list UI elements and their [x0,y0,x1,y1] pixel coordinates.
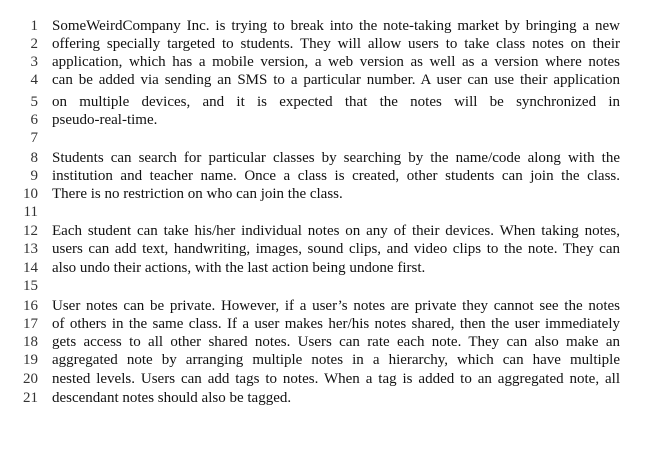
line-number: 16 [23,298,38,314]
line-text: There is no restriction on who can join the class. [52,186,343,202]
line-number: 20 [23,371,38,387]
line-text: can be added via sending an SMS to a particular number. A user can use their application [52,72,620,88]
line-text: User notes can be private. However, if a user’s notes are private they cannot see the notes [52,298,620,314]
line-number: 9 [30,168,38,184]
line-number: 13 [23,241,38,257]
line-text: pseudo-real-time. [52,112,158,128]
line-number: 19 [23,352,38,368]
line-text: of others in the same class. If a user makes her/his notes shared, then the user immediately [52,316,620,332]
line-text: nested levels. Users can add tags to notes. When a tag is added to an aggregated note, all [52,371,620,387]
line-text [52,277,620,295]
line-number: 12 [23,223,38,239]
line-text: aggregated note by arranging multiple notes in a hierarchy, which can have multiple [52,352,620,368]
line-text: SomeWeirdCompany Inc. is trying to break into the note-taking market by bringing a new [52,18,620,34]
line-number: 10 [23,186,38,202]
line-number: 1 [30,18,38,34]
line-number: 2 [30,36,38,52]
line-text: Each student can take his/her individual notes on any of their devices. When taking notes, [52,223,620,239]
line-text: application, which has a mobile version, a web version as well as a version where notes [52,54,620,70]
line-text: gets access to all other shared notes. Users can rate each note. They can also make an [52,334,620,350]
line-text: also undo their actions, with the last action being undone first. [52,260,426,276]
line-text: users can add text, handwriting, images, sound clips, and video clips to the note. They can [52,241,620,257]
line-number: 8 [30,150,38,166]
line-number: 18 [23,334,38,350]
line-number: 21 [23,390,38,406]
line-number: 14 [23,260,38,276]
line-text: on multiple devices, and it is expected that the notes will be synchronized in [52,94,620,110]
line-number: 11 [23,204,38,220]
line-number: 6 [30,112,38,128]
line-number: 3 [30,54,38,70]
line-text: Students can search for particular classes by searching by the name/code along with the [52,150,620,166]
line-text: institution and teacher name. Once a class is created, other students can join the class. [52,168,620,184]
line-number: 15 [23,278,38,294]
line-number: 7 [30,130,38,146]
line-text [52,203,620,221]
line-text [52,129,620,147]
line-text: offering specially targeted to students. They will allow users to take class notes on their [52,36,620,52]
line-number: 17 [23,316,38,332]
line-number: 4 [30,72,38,88]
line-number: 5 [30,94,38,110]
line-text: descendant notes should also be tagged. [52,390,292,406]
